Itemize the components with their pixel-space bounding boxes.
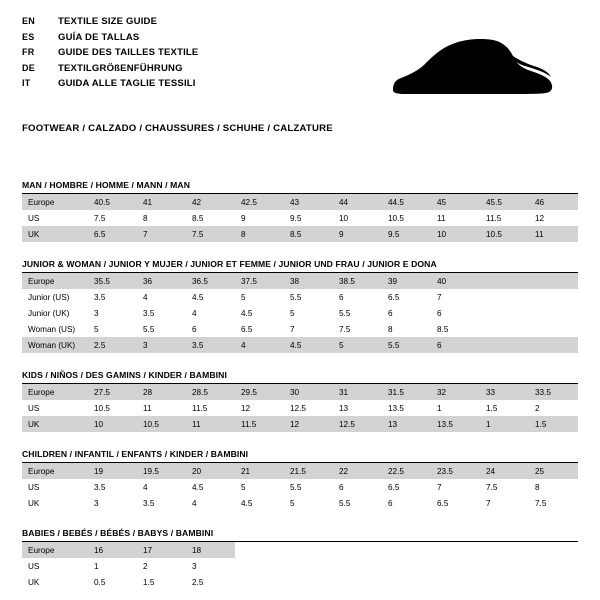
table-row bbox=[22, 273, 578, 289]
table-row bbox=[22, 226, 578, 242]
language-code: IT bbox=[22, 78, 31, 89]
language-code: FR bbox=[22, 47, 35, 58]
cell: 11 bbox=[186, 416, 235, 432]
table-row bbox=[22, 558, 578, 574]
cell: 20 bbox=[186, 463, 235, 479]
table-row bbox=[22, 305, 578, 321]
cell bbox=[284, 574, 333, 590]
cell: 1 bbox=[437, 403, 442, 413]
cell: 40 bbox=[431, 273, 480, 289]
table-row bbox=[22, 384, 578, 400]
cell: 8 bbox=[235, 226, 284, 242]
cell bbox=[529, 273, 578, 289]
cell: 9 bbox=[241, 213, 246, 223]
row-label: Junior (UK) bbox=[28, 308, 70, 318]
cell bbox=[480, 574, 529, 590]
table-row bbox=[22, 289, 578, 305]
cell: 11 bbox=[143, 403, 152, 413]
cell: 5.5 bbox=[290, 482, 302, 492]
cell: 6 bbox=[192, 324, 197, 334]
language-row bbox=[22, 30, 198, 46]
cell: 3 bbox=[94, 498, 99, 508]
cell: 5.5 bbox=[290, 292, 302, 302]
cell: 33.5 bbox=[529, 384, 578, 400]
cell: 3.5 bbox=[143, 498, 155, 508]
cell: 1 bbox=[94, 561, 99, 571]
cell: 4 bbox=[235, 337, 284, 353]
cell: 7.5 bbox=[186, 226, 235, 242]
cell: 27.5 bbox=[88, 384, 137, 400]
section-junior-woman bbox=[22, 259, 578, 353]
section-title: JUNIOR & WOMAN / JUNIOR Y MUJER / JUNIOR ET FEMME / JUNIOR UND FRAU / JUNIOR E DONA bbox=[22, 259, 437, 269]
cell: 18 bbox=[186, 542, 235, 558]
row-label: Europe bbox=[22, 384, 88, 400]
cell: 21 bbox=[235, 463, 284, 479]
row-label: Europe bbox=[22, 542, 88, 558]
cell bbox=[235, 574, 284, 590]
row-label: US bbox=[28, 561, 40, 571]
cell: 7.5 bbox=[94, 213, 106, 223]
cell: 4 bbox=[143, 292, 148, 302]
cell: 10.5 bbox=[388, 213, 404, 223]
cell: 12.5 bbox=[333, 416, 382, 432]
cell bbox=[529, 574, 578, 590]
cell bbox=[480, 305, 529, 321]
cell bbox=[431, 574, 480, 590]
cell: 5.5 bbox=[339, 308, 351, 318]
language-row bbox=[22, 14, 198, 30]
cell: 4.5 bbox=[241, 498, 253, 508]
language-code: EN bbox=[22, 16, 35, 26]
cell: 5.5 bbox=[339, 498, 351, 508]
cell: 21.5 bbox=[284, 463, 333, 479]
cell: 4 bbox=[192, 498, 197, 508]
row-label: Junior (US) bbox=[28, 292, 70, 302]
section-title: BABIES / BEBÉS / BÉBÉS / BABYS / BAMBINI bbox=[22, 528, 214, 538]
language-title: GUÍA DE TALLAS bbox=[58, 31, 140, 43]
cell bbox=[529, 558, 578, 574]
cell: 8 bbox=[388, 324, 393, 334]
cell: 12.5 bbox=[290, 403, 306, 413]
page-header bbox=[22, 14, 578, 106]
cell: 7.5 bbox=[486, 482, 498, 492]
cell: 5 bbox=[94, 324, 99, 334]
language-row bbox=[22, 45, 198, 61]
language-code: ES bbox=[22, 31, 35, 42]
cell bbox=[333, 542, 382, 558]
row-label: US bbox=[28, 403, 40, 413]
cell: 17 bbox=[137, 542, 186, 558]
cell: 7 bbox=[437, 292, 442, 302]
cell: 6.5 bbox=[437, 498, 449, 508]
cell: 1.5 bbox=[143, 577, 155, 587]
cell: 4.5 bbox=[284, 337, 333, 353]
cell: 24 bbox=[480, 463, 529, 479]
cell: 45.5 bbox=[480, 194, 529, 210]
cell bbox=[480, 289, 529, 305]
cell: 2 bbox=[143, 561, 148, 571]
cell: 37.5 bbox=[235, 273, 284, 289]
cell bbox=[529, 305, 578, 321]
cell: 7 bbox=[437, 482, 442, 492]
cell bbox=[284, 558, 333, 574]
cell: 6.5 bbox=[88, 226, 137, 242]
cell: 12 bbox=[535, 213, 545, 223]
cell: 10.5 bbox=[137, 416, 186, 432]
table-row bbox=[22, 210, 578, 226]
cell: 7.5 bbox=[339, 324, 351, 334]
cell: 46 bbox=[529, 194, 578, 210]
cell: 23.5 bbox=[431, 463, 480, 479]
table-row bbox=[22, 479, 578, 495]
section-title: CHILDREN / INFANTIL / ENFANTS / KINDER / BAMBINI bbox=[22, 449, 249, 459]
cell: 5 bbox=[290, 308, 295, 318]
cell: 8.5 bbox=[437, 324, 449, 334]
cell: 19.5 bbox=[137, 463, 186, 479]
cell: 9 bbox=[333, 226, 382, 242]
cell: 9.5 bbox=[382, 226, 431, 242]
cell bbox=[480, 337, 529, 353]
cell: 16 bbox=[88, 542, 137, 558]
cell bbox=[529, 337, 578, 353]
cell: 2.5 bbox=[88, 337, 137, 353]
cell: 44.5 bbox=[382, 194, 431, 210]
cell: 39 bbox=[382, 273, 431, 289]
cell: 31 bbox=[333, 384, 382, 400]
cell: 40.5 bbox=[88, 194, 137, 210]
cell: 7 bbox=[290, 324, 295, 334]
cell: 19 bbox=[88, 463, 137, 479]
cell bbox=[431, 542, 480, 558]
cell: 3 bbox=[94, 308, 99, 318]
cell: 6.5 bbox=[241, 324, 253, 334]
cell: 10 bbox=[339, 213, 349, 223]
cell: 42 bbox=[186, 194, 235, 210]
cell: 33 bbox=[480, 384, 529, 400]
cell: 13 bbox=[382, 416, 431, 432]
cell: 11.5 bbox=[192, 403, 208, 413]
row-label: Woman (US) bbox=[28, 324, 76, 334]
table-row bbox=[22, 416, 578, 432]
row-label: US bbox=[28, 213, 40, 223]
language-title: GUIDE DES TAILLES TEXTILE bbox=[58, 47, 199, 59]
cell: 36 bbox=[137, 273, 186, 289]
cell: 6 bbox=[437, 308, 442, 318]
cell: 13 bbox=[339, 403, 349, 413]
cell: 7 bbox=[486, 498, 491, 508]
language-title-list bbox=[22, 14, 198, 92]
section-babies bbox=[22, 528, 578, 590]
section-children bbox=[22, 449, 578, 511]
row-label: UK bbox=[22, 416, 88, 432]
cell bbox=[235, 542, 284, 558]
cell: 3 bbox=[137, 337, 186, 353]
cell: 10.5 bbox=[480, 226, 529, 242]
cell: 6.5 bbox=[388, 482, 400, 492]
table-row bbox=[22, 542, 578, 558]
table-row bbox=[22, 463, 578, 479]
cell: 6 bbox=[388, 498, 393, 508]
cell: 35.5 bbox=[88, 273, 137, 289]
row-label: UK bbox=[22, 226, 88, 242]
table-row bbox=[22, 321, 578, 337]
cell bbox=[382, 558, 431, 574]
cell: 30 bbox=[284, 384, 333, 400]
cell bbox=[333, 558, 382, 574]
cell: 6 bbox=[339, 292, 344, 302]
size-table-kids bbox=[22, 384, 578, 432]
cell: 6.5 bbox=[388, 292, 400, 302]
cell: 7 bbox=[137, 226, 186, 242]
cell bbox=[284, 542, 333, 558]
cell: 3.5 bbox=[94, 482, 106, 492]
cell bbox=[529, 321, 578, 337]
cell: 3.5 bbox=[94, 292, 106, 302]
cell bbox=[382, 542, 431, 558]
dress-shoe-icon bbox=[380, 28, 560, 106]
cell: 5 bbox=[241, 482, 246, 492]
cell: 4.5 bbox=[192, 292, 204, 302]
language-row bbox=[22, 61, 198, 77]
cell: 10.5 bbox=[94, 403, 110, 413]
cell: 5.5 bbox=[143, 324, 155, 334]
cell: 7.5 bbox=[535, 498, 547, 508]
language-title: GUIDA ALLE TAGLIE TESSILI bbox=[58, 78, 196, 90]
cell: 11 bbox=[529, 226, 578, 242]
cell: 3.5 bbox=[186, 337, 235, 353]
cell: 8 bbox=[143, 213, 148, 223]
cell: 2.5 bbox=[192, 577, 204, 587]
cell: 1 bbox=[480, 416, 529, 432]
cell: 9.5 bbox=[290, 213, 302, 223]
section-kids bbox=[22, 370, 578, 432]
cell: 8.5 bbox=[284, 226, 333, 242]
section-man bbox=[22, 180, 578, 242]
cell: 38 bbox=[284, 273, 333, 289]
row-label: UK bbox=[28, 577, 40, 587]
cell: 45 bbox=[431, 194, 480, 210]
cell bbox=[333, 574, 382, 590]
cell: 13.5 bbox=[388, 403, 404, 413]
cell: 11.5 bbox=[486, 213, 502, 223]
row-label: Europe bbox=[22, 463, 88, 479]
row-label: UK bbox=[28, 498, 40, 508]
cell bbox=[235, 558, 284, 574]
page-title: FOOTWEAR / CALZADO / CHAUSSURES / SCHUHE / CALZATURE bbox=[22, 123, 333, 134]
cell: 8.5 bbox=[192, 213, 204, 223]
row-label: Europe bbox=[22, 273, 88, 289]
language-code: DE bbox=[22, 62, 35, 73]
cell: 43 bbox=[284, 194, 333, 210]
table-row bbox=[22, 194, 578, 210]
cell: 11.5 bbox=[235, 416, 284, 432]
cell bbox=[529, 289, 578, 305]
cell: 29.5 bbox=[235, 384, 284, 400]
cell: 0.5 bbox=[94, 577, 106, 587]
cell: 42.5 bbox=[235, 194, 284, 210]
language-title: TEXTILE SIZE GUIDE bbox=[58, 16, 158, 27]
cell: 41 bbox=[137, 194, 186, 210]
cell: 3 bbox=[192, 561, 197, 571]
cell: 22 bbox=[333, 463, 382, 479]
cell: 25 bbox=[529, 463, 578, 479]
row-label: Woman (UK) bbox=[22, 337, 88, 353]
table-row bbox=[22, 574, 578, 590]
table-row bbox=[22, 337, 578, 353]
row-label: US bbox=[28, 482, 40, 492]
cell: 5 bbox=[290, 498, 295, 508]
cell: 10 bbox=[88, 416, 137, 432]
language-title: TEXTILGRÖßENFÜHRUNG bbox=[58, 62, 183, 74]
cell: 6 bbox=[431, 337, 480, 353]
cell: 13.5 bbox=[431, 416, 480, 432]
cell: 36.5 bbox=[186, 273, 235, 289]
cell: 4 bbox=[143, 482, 148, 492]
cell: 38.5 bbox=[333, 273, 382, 289]
cell bbox=[480, 542, 529, 558]
cell: 1.5 bbox=[486, 403, 498, 413]
size-table-babies bbox=[22, 542, 578, 590]
cell bbox=[480, 558, 529, 574]
size-table-junior-woman bbox=[22, 273, 578, 353]
cell: 32 bbox=[431, 384, 480, 400]
cell: 1.5 bbox=[529, 416, 578, 432]
cell: 4 bbox=[192, 308, 197, 318]
cell: 5.5 bbox=[382, 337, 431, 353]
section-title: MAN / HOMBRE / HOMME / MANN / MAN bbox=[22, 180, 191, 190]
cell: 8 bbox=[535, 482, 540, 492]
cell: 2 bbox=[535, 403, 540, 413]
cell: 6 bbox=[388, 308, 393, 318]
cell bbox=[529, 542, 578, 558]
size-table-children bbox=[22, 463, 578, 511]
cell: 28 bbox=[137, 384, 186, 400]
cell bbox=[480, 273, 529, 289]
table-row bbox=[22, 495, 578, 511]
cell: 44 bbox=[333, 194, 382, 210]
cell: 5 bbox=[241, 292, 246, 302]
section-title: KIDS / NIÑOS / DES GAMINS / KINDER / BAMBINI bbox=[22, 370, 227, 380]
cell: 12 bbox=[241, 403, 251, 413]
cell: 3.5 bbox=[143, 308, 155, 318]
cell: 22.5 bbox=[382, 463, 431, 479]
cell: 11 bbox=[437, 213, 446, 223]
cell: 12 bbox=[284, 416, 333, 432]
cell: 31.5 bbox=[382, 384, 431, 400]
cell bbox=[382, 574, 431, 590]
cell: 28.5 bbox=[186, 384, 235, 400]
cell: 4.5 bbox=[241, 308, 253, 318]
size-table-man bbox=[22, 194, 578, 242]
cell: 5 bbox=[333, 337, 382, 353]
cell bbox=[431, 558, 480, 574]
cell: 10 bbox=[431, 226, 480, 242]
language-row bbox=[22, 76, 198, 92]
table-row bbox=[22, 400, 578, 416]
row-label: Europe bbox=[22, 194, 88, 210]
cell: 6 bbox=[339, 482, 344, 492]
cell bbox=[480, 321, 529, 337]
cell: 4.5 bbox=[192, 482, 204, 492]
